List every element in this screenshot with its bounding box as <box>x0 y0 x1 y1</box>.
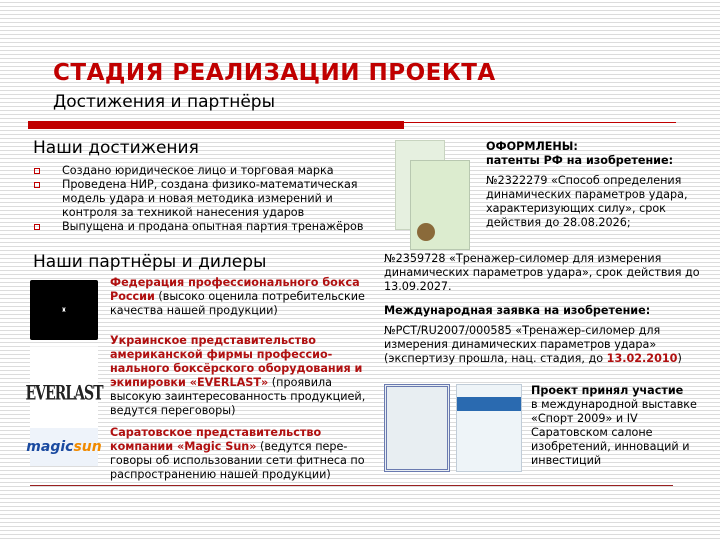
list-item <box>33 178 383 220</box>
intl-text: №PCT/RU2007/000585 «Тренажер-силомер для измерения динамических параметров удара» (экспертизу прошла, нац. стадия, до <box>384 324 661 365</box>
exhibition-text <box>531 384 711 468</box>
partner-magic-sun <box>110 426 375 482</box>
patent-certificate-image <box>410 160 470 250</box>
partner-everlast <box>110 334 375 418</box>
list-item-text: Создано юридическое лицо и торговая марка <box>62 164 334 177</box>
achievements-list <box>33 164 383 234</box>
list-item <box>33 164 383 178</box>
magic-sun-logo <box>26 428 102 466</box>
logo-text-sun: sun <box>73 439 102 455</box>
partner-federation <box>110 276 375 318</box>
slide-subtitle: Достижения и партнёры <box>53 92 276 112</box>
exhibition-heading: Проект принял участие <box>531 384 684 397</box>
slide-title: СТАДИЯ РЕАЛИЗАЦИИ ПРОЕКТА <box>53 60 496 86</box>
partner-note: (высоко оценила потребительские качества нашей продукции) <box>110 290 365 317</box>
square-bullet-icon <box>34 224 40 230</box>
seal-icon <box>417 223 435 241</box>
exhibition-body: в международной выставке «Спорт 2009» и IV Саратовском салоне изобретений, инноваций и инвестиций <box>531 398 697 467</box>
intl-application-heading: Международная заявка на изобретение: <box>384 304 651 317</box>
intl-application-text <box>384 324 714 366</box>
intl-date: 13.02.2010 <box>606 352 678 365</box>
partner-note: (ведутся пере-говоры об использовании сети фитнеса по распространению нашей продукции) <box>110 440 365 481</box>
diploma-band <box>457 397 521 411</box>
square-bullet-icon <box>34 182 40 188</box>
intl-text-end: ) <box>677 352 682 365</box>
exhibition-diploma-image <box>384 384 450 472</box>
title-accent-bar <box>28 121 404 129</box>
achievements-heading: Наши достижения <box>33 138 199 158</box>
patent-1-text: №2322279 «Способ определения динамических параметров удара, характеризующих силу», срок действия до 28.08.2026; <box>486 174 688 229</box>
patents-subheading: патенты РФ на изобретение: <box>486 154 674 167</box>
footer-divider-line <box>30 485 673 486</box>
logo-text-magic: magic <box>26 439 74 455</box>
title-divider-line <box>404 122 676 123</box>
everlast-logo: EVERLAST <box>30 346 98 441</box>
partner-name: Федерация профессионального бокса России <box>110 276 360 303</box>
patents-block <box>486 140 711 230</box>
partners-heading: Наши партнёры и дилеры <box>33 252 267 272</box>
list-item-text: Проведена НИР, создана физико-математическая модель удара и новая методика измерений и контроля за техникой нанесения ударов <box>62 178 358 219</box>
partner-name: Украинское представительство американской фирмы профессио-нального боксёрского оборудования и экипировки «EVERLAST» <box>110 334 363 389</box>
patents-heading: ОФОРМЛЕНЫ: <box>486 140 578 153</box>
list-item <box>33 220 383 234</box>
partner-note: (проявила высокую заинтересованность продукцией, ведутся переговоры) <box>110 376 366 417</box>
square-bullet-icon <box>34 168 40 174</box>
boxing-federation-logo: ♜ <box>30 280 98 340</box>
partner-name: Саратовское представительство компании «Magic Sun» <box>110 426 322 453</box>
patent-2-text: №2359728 «Тренажер-силомер для измерения динамических параметров удара», срок действия до 13.09.2027. <box>384 252 700 293</box>
list-item-text: Выпущена и продана опытная партия тренажёров <box>62 220 364 233</box>
exhibition-diploma-image <box>456 384 522 472</box>
